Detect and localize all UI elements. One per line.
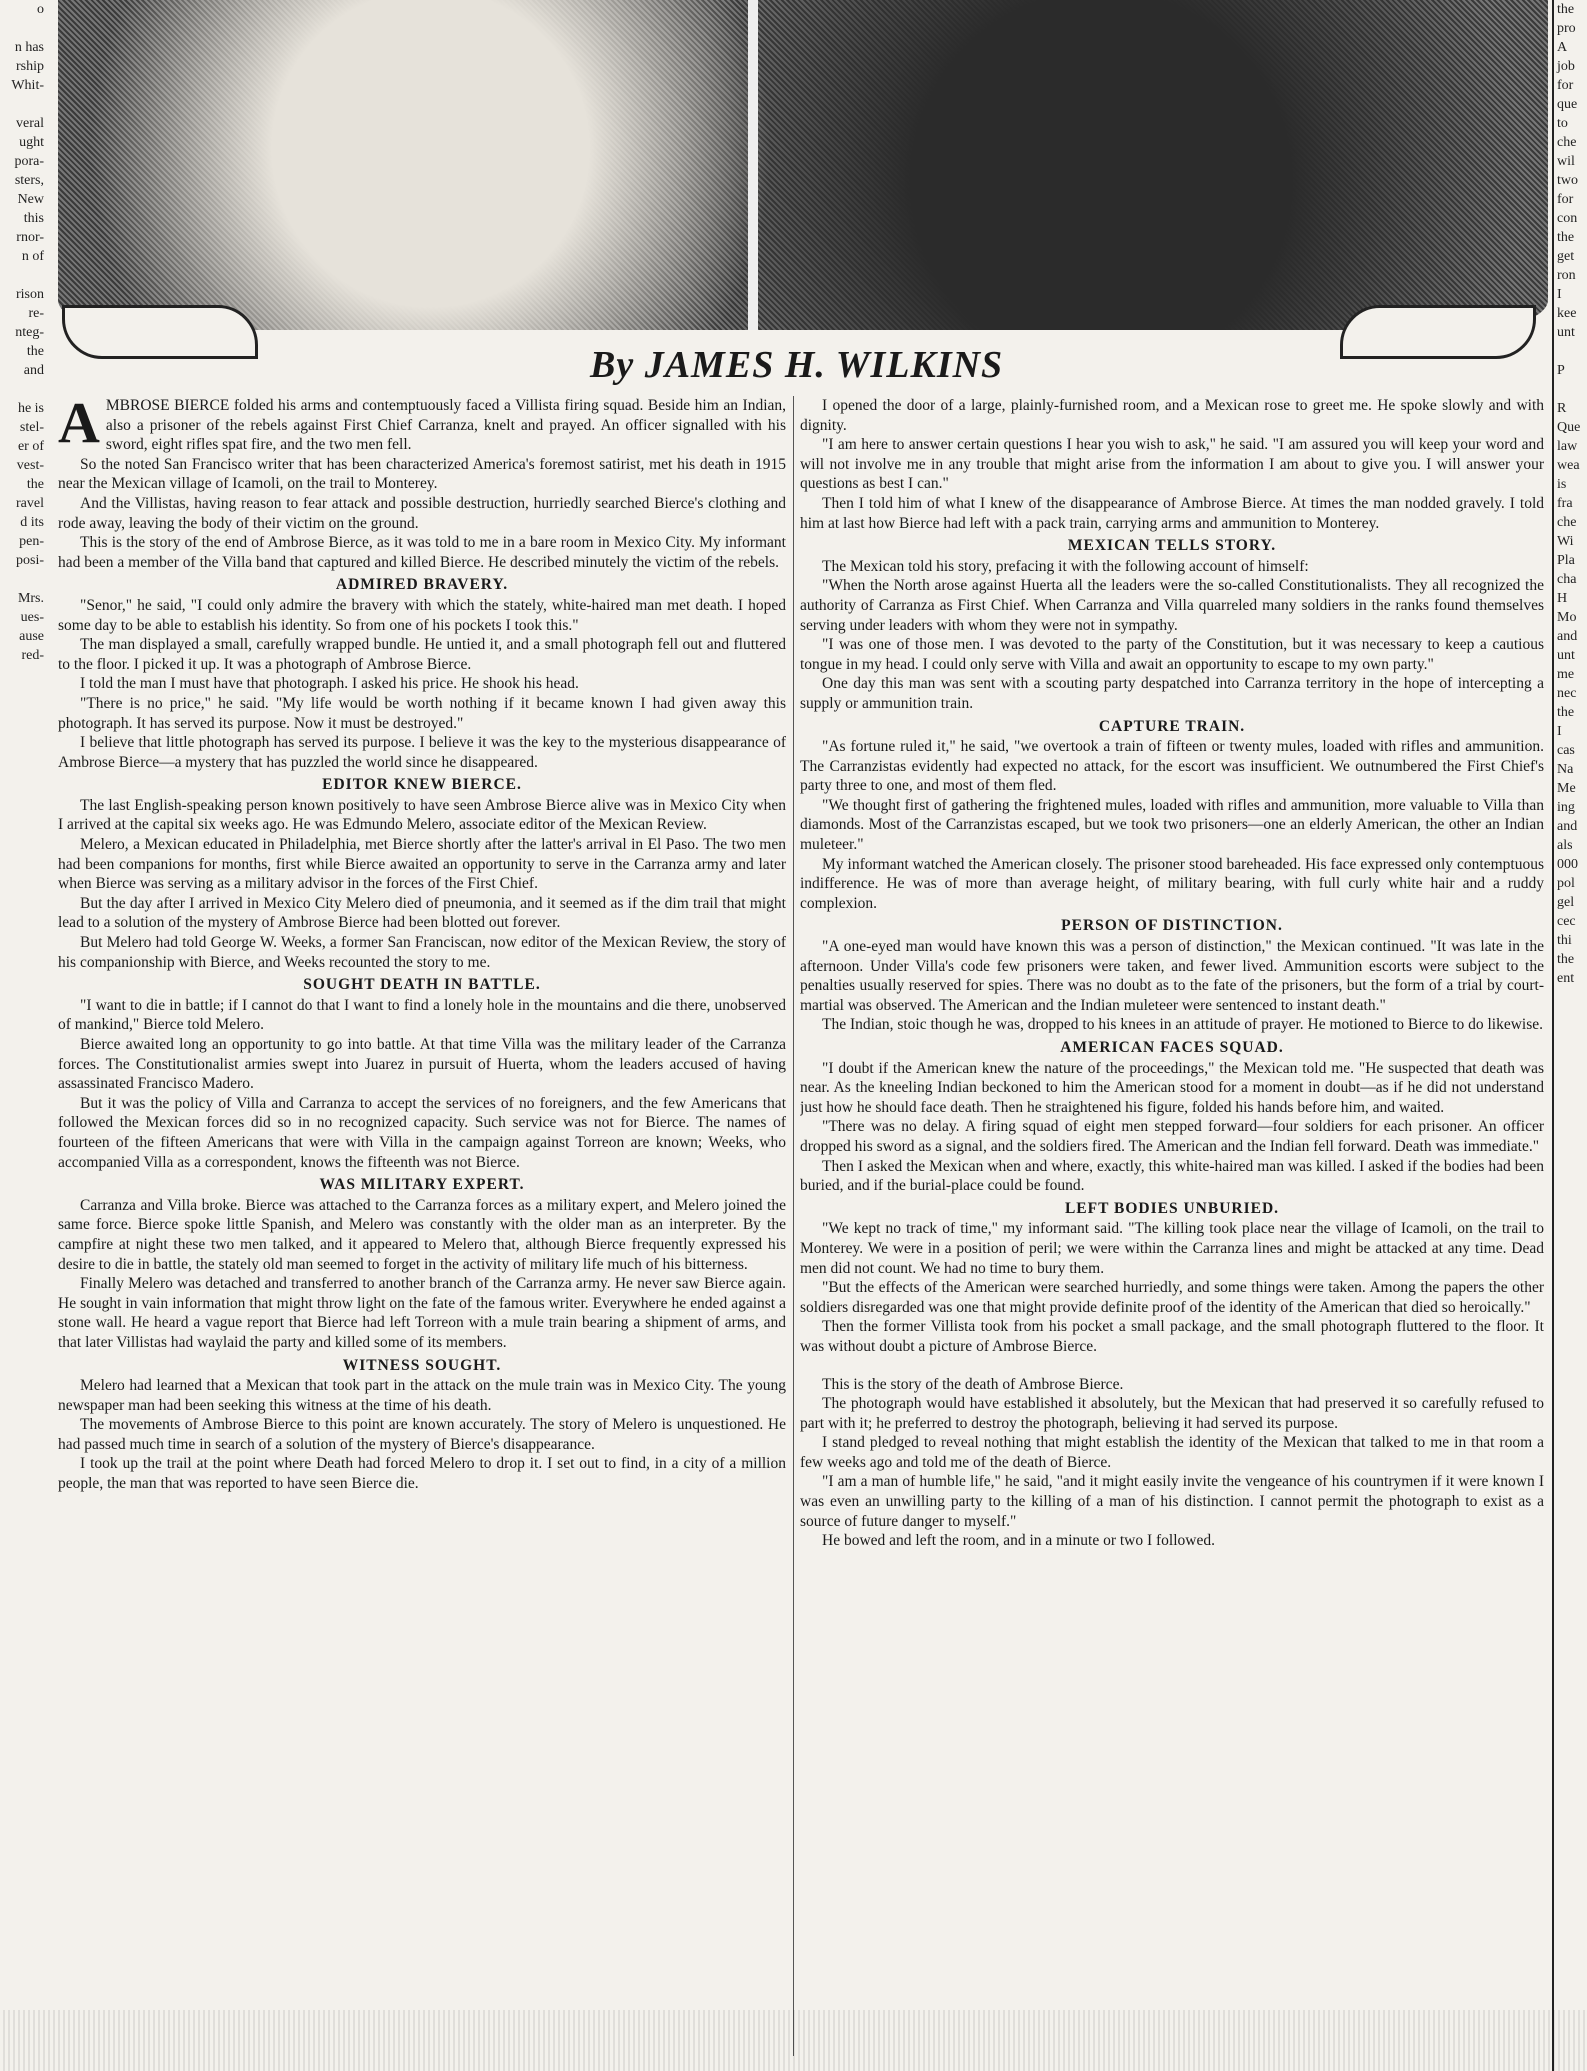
article-paragraph: I opened the door of a large, plainly-furnished room, and a Mexican rose to greet me. He spoke slowly and with dignity. bbox=[800, 397, 1544, 434]
right-edge-fragment: and bbox=[1557, 819, 1578, 834]
right-edge-fragment bbox=[1554, 342, 1587, 361]
section-heading: EDITOR KNEW BIERCE. bbox=[322, 776, 522, 794]
article-paragraph: "Senor," he said, "I could only admire the bravery with which the stately, white-haired man met death. I hoped some day to be able to establish his identity. So from one of his pockets I took this." bbox=[58, 596, 786, 634]
right-edge-fragment: for bbox=[1557, 78, 1574, 93]
right-edge-fragment: unt bbox=[1557, 648, 1575, 663]
right-edge-fragment: cas bbox=[1557, 743, 1575, 758]
left-edge-fragment: Whit- bbox=[11, 78, 44, 93]
article-paragraph: But Melero had told George W. Weeks, a former San Franciscan, now editor of the Mexican Review, the story of his companionship with Bierce, and Weeks recounted the story to me. bbox=[58, 934, 786, 971]
section-heading: ADMIRED BRAVERY. bbox=[335, 576, 509, 594]
right-edge-fragment: job bbox=[1557, 59, 1575, 74]
right-edge-fragment: wil bbox=[1557, 154, 1575, 169]
article-paragraph: "We kept no track of time," my informant said. "The killing took place near the village of Icamoli, on the trail to Monterey. We were in a position of peril; we were within the Carranza lines and might be attacked at any time. Dead men did not count. We had no time to bury them. bbox=[800, 1220, 1544, 1277]
right-edge-fragment: cha bbox=[1557, 572, 1577, 587]
section-heading: SOUGHT DEATH IN BATTLE. bbox=[303, 976, 541, 994]
article-paragraph: I believe that little photograph has served its purpose. I believe it was the key to the mysterious disappearance of Ambrose Bierce—a mystery that has puzzled the world since he disappeared. bbox=[58, 734, 786, 771]
right-edge-fragment: cec bbox=[1557, 914, 1576, 929]
article-column-left bbox=[58, 396, 786, 2066]
left-edge-fragment bbox=[0, 570, 44, 589]
left-edge-fragment bbox=[0, 95, 44, 114]
article-paragraph: Then I told him of what I knew of the disappearance of Ambrose Bierce. At times the man nodded gravely. I told him at last how Bierce had left with a pack train, carrying arms and ammunition to Monterey. bbox=[800, 494, 1544, 532]
right-edge-fragment: I bbox=[1557, 287, 1562, 302]
right-edge-fragment: Wi bbox=[1557, 534, 1574, 549]
right-edge-fragment: wea bbox=[1557, 458, 1580, 473]
left-edge-fragment: rship bbox=[16, 59, 44, 74]
right-edge-fragment: als bbox=[1557, 838, 1573, 853]
left-edge-fragment: re- bbox=[28, 306, 44, 321]
right-edge-fragment: H bbox=[1557, 591, 1568, 606]
left-edge-fragment: vest- bbox=[16, 458, 44, 473]
article-paragraph: Melero, a Mexican educated in Philadelphia, met Bierce shortly after the latter's arrival in El Paso. The two men had been companions for months, first while Bierce awaited an opportunity to serve in the Carranza army and later when Bierce was serving as a military advisor in the forces of the First Chief. bbox=[58, 836, 786, 893]
left-edge-fragment bbox=[0, 380, 44, 399]
left-edge-fragment bbox=[0, 266, 44, 285]
left-edge-fragment: o bbox=[37, 2, 44, 17]
lead-paragraph bbox=[58, 396, 786, 455]
article-paragraph: "I am a man of humble life," he said, "and it might easily invite the vengeance of his countrymen if it were known I was even an unwilling party to the killing of a man of his distinction. I cannot permit the photograph to exist as a source of future danger to myself." bbox=[800, 1473, 1544, 1530]
section-heading: PERSON OF DISTINCTION. bbox=[1061, 917, 1283, 935]
right-edge-fragment: ent bbox=[1557, 971, 1575, 986]
lead-text: MBROSE BIERCE folded his arms and contemptuously faced a Villista firing squad. Beside him an Indian, also a prisoner of the rebels against First Chief Carranza, knelt and prayed. An officer signalled with his sword, eight rifles spat fire, and the two men fell. bbox=[105, 397, 786, 454]
right-edge-fragment: gel bbox=[1557, 895, 1575, 910]
right-edge-fragment: for bbox=[1557, 192, 1574, 207]
ornament-left bbox=[62, 305, 258, 359]
article-paragraph: So the noted San Francisco writer that has been characterized America's foremost satirist, met his death in 1915 near the Mexican village of Icamoli, on the trail to Monterey. bbox=[58, 455, 786, 493]
article-paragraph: "I want to die in battle; if I cannot do that I want to find a lonely hole in the mountains and die there, unobserved of mankind," Bierce told Melero. bbox=[58, 996, 786, 1034]
left-edge-fragment: red- bbox=[21, 648, 44, 663]
left-edge-fragment: New bbox=[17, 192, 44, 207]
left-edge-fragment: rnor- bbox=[16, 230, 44, 245]
section-heading: CAPTURE TRAIN. bbox=[1098, 717, 1246, 735]
right-edge-fragment: A bbox=[1557, 40, 1568, 55]
article-paragraph: But it was the policy of Villa and Carranza to accept the services of no foreigners, and the few Americans that followed the Mexican forces did so in no recognized capacity. Such service was not for Bierce. The names of fourteen of the fifteen Americans that were with Villa in the campaign against Torreon are known; Weeks, who accompanied Villa as a correspondent, knows the fifteenth was not Bierce. bbox=[58, 1094, 786, 1171]
article-paragraph: And the Villistas, having reason to fear attack and possible destruction, hurriedly searched Bierce's clothing and rode away, leaving the body of their victim on the ground. bbox=[58, 494, 786, 532]
section-heading: LEFT BODIES UNBURIED. bbox=[1064, 1199, 1280, 1217]
right-edge-fragment: two bbox=[1557, 173, 1578, 188]
article-paragraph: "We thought first of gathering the frightened mules, loaded with rifles and ammunition, more valuable to Villa than diamonds. Most of the Carranzistas escaped, but we took two prisoners—one an elderly American, the other an Indian muleteer." bbox=[800, 796, 1544, 854]
left-edge-fragment: Mrs. bbox=[17, 591, 44, 606]
left-edge-fragment bbox=[0, 19, 44, 38]
article-paragraph: Bierce awaited long an opportunity to go into battle. At that time Villa was the military leader of the Carranza forces. The Constitutionalist armies swept into Juarez in pursuit of Huerta, whom the leaders accused of having assassinated Francisco Madero. bbox=[58, 1036, 786, 1093]
left-edge-fragment: ravel bbox=[16, 496, 44, 511]
article-paragraph: I stand pledged to reveal nothing that might establish the identity of the Mexican that talked to me in that room a few weeks ago and told me of the death of Bierce. bbox=[800, 1434, 1544, 1471]
right-edge-fragment: I bbox=[1557, 724, 1562, 739]
article-paragraph: But the day after I arrived in Mexico City Melero died of pneumonia, and it seemed as if the dim trail that might lead to a solution of the mystery of Ambrose Bierce had been blotted out forever. bbox=[58, 894, 786, 932]
left-edge-fragment: stel- bbox=[19, 420, 44, 435]
left-edge-fragment: this bbox=[23, 211, 44, 226]
right-edge-fragment: que bbox=[1557, 97, 1578, 112]
print-texture bbox=[0, 2010, 1587, 2071]
article-paragraph: "When the North arose against Huerta all the leaders were the so-called Constitutionalists. They all recognized the authority of Carranza as First Chief. When Carranza and Villa quarreled many soldiers in the ranks found themselves serving under leaders with whom they were not in sympathy. bbox=[800, 577, 1544, 634]
left-column-fragments bbox=[0, 0, 50, 2071]
right-edge-fragment: unt bbox=[1557, 325, 1575, 340]
article-paragraph: He bowed and left the room, and in a minute or two I followed. bbox=[822, 1532, 1215, 1550]
article-paragraph: Then I asked the Mexican when and where, exactly, this white-haired man was killed. I asked if the bodies had been buried, and if the burial-place could be found. bbox=[800, 1157, 1544, 1195]
right-edge-fragment: R bbox=[1557, 401, 1567, 416]
drop-cap: A bbox=[58, 396, 100, 455]
article-paragraph: "As fortune ruled it," he said, "we overtook a train of fifteen or twenty mules, loaded with rifles and ammunition. The Carranzistas evidently had expected no attack, for the escort was insufficient. We outnumbered the First Chief's party three to one, and most of them fled. bbox=[800, 738, 1544, 795]
article-paragraph: I took up the trail at the point where Death had forced Melero to drop it. I set out to find, in a city of a million people, the man that was reported to have seen Bierce die. bbox=[58, 1455, 786, 1493]
left-edge-fragment: the bbox=[26, 344, 44, 359]
right-edge-fragment: law bbox=[1557, 439, 1578, 454]
left-edge-fragment: pen- bbox=[19, 534, 44, 549]
right-edge-fragment: nec bbox=[1557, 686, 1577, 701]
article-paragraph: The photograph would have established it absolutely, but the Mexican that had preserved it so carefully refused to part with it; he preferred to destroy the photograph, believing it had served its purpose. bbox=[800, 1395, 1544, 1432]
right-edge-fragment: is bbox=[1557, 477, 1567, 492]
left-edge-fragment: pora- bbox=[14, 154, 44, 169]
article-paragraph: Then the former Villista took from his pocket a small package, and the small photograph fluttered to the floor. It was without doubt a picture of Ambrose Bierce. bbox=[800, 1318, 1544, 1355]
right-edge-fragment: fra bbox=[1557, 496, 1573, 511]
right-edge-fragment: and bbox=[1557, 629, 1578, 644]
left-edge-fragment: and bbox=[23, 363, 44, 378]
section-heading: MEXICAN TELLS STORY. bbox=[1067, 537, 1277, 555]
article-paragraph: The last English-speaking person known positively to have seen Ambrose Bierce alive was in Mexico City when I arrived at the capital six weeks ago. He was Edmundo Melero, associate editor of the Mexican Review. bbox=[58, 796, 786, 834]
header-photograph bbox=[58, 0, 1548, 330]
article-paragraph: "There was no delay. A firing squad of eight men stepped forward—four soldiers for each prisoner. An officer dropped his sword as a signal, and the soldiers fired. The American and the Indian fell forward. Death was immediate." bbox=[800, 1118, 1544, 1155]
right-edge-fragment: thi bbox=[1557, 933, 1572, 948]
article-paragraph: My informant watched the American closely. The prisoner stood bareheaded. His face expressed only contemptuous indifference. He was of more than average height, of military bearing, with full curly white hair and a ruddy complexion. bbox=[800, 855, 1544, 912]
left-edge-fragment: n of bbox=[21, 249, 44, 264]
article-paragraph: This is the story of the end of Ambrose Bierce, as it was told to me in a bare room in Mexico City. My informant had been a member of the Villa band that captured and killed Bierce. He described minutely the victim of the rebels. bbox=[58, 534, 786, 571]
right-edge-fragment: get bbox=[1557, 249, 1575, 264]
right-edge-fragment: Que bbox=[1557, 420, 1581, 435]
right-edge-fragment: che bbox=[1557, 135, 1577, 150]
right-edge-fragment: 000 bbox=[1557, 857, 1578, 872]
left-edge-fragment: rison bbox=[16, 287, 44, 302]
left-edge-fragment: ause bbox=[19, 629, 44, 644]
right-edge-fragment: P bbox=[1557, 363, 1565, 378]
right-edge-fragment: to bbox=[1557, 116, 1568, 131]
article-paragraph: The movements of Ambrose Bierce to this point are known accurately. The story of Melero is unquestioned. He had passed much time in search of a solution of the mystery of Bierce's disappearance. bbox=[58, 1416, 786, 1453]
right-edge-fragment: the bbox=[1557, 230, 1575, 245]
left-edge-fragment: nteg- bbox=[15, 325, 44, 340]
left-edge-fragment: er of bbox=[17, 439, 44, 454]
right-edge-fragment bbox=[1554, 380, 1587, 399]
right-edge-fragment: the bbox=[1557, 2, 1575, 17]
left-edge-fragment: posi- bbox=[16, 553, 44, 568]
right-edge-fragment: ing bbox=[1557, 800, 1575, 815]
article-paragraph: "But the effects of the American were searched hurriedly, and some things were taken. Among the papers the other soldiers disregarded was one that might provide definite proof of the identity of the American that died so heroically." bbox=[800, 1279, 1544, 1316]
right-edge-fragment: Pla bbox=[1557, 553, 1575, 568]
left-edge-fragment: sters, bbox=[14, 173, 44, 188]
right-edge-fragment: pro bbox=[1557, 21, 1576, 36]
right-edge-fragment: me bbox=[1557, 667, 1575, 682]
right-edge-fragment: pol bbox=[1557, 876, 1575, 891]
right-edge-fragment: Mo bbox=[1557, 610, 1577, 625]
column-rule bbox=[793, 396, 794, 2056]
left-edge-fragment: n has bbox=[14, 40, 44, 55]
left-edge-fragment: d its bbox=[20, 515, 44, 530]
left-edge-fragment: he is bbox=[17, 401, 44, 416]
right-edge-fragment: Na bbox=[1557, 762, 1574, 777]
right-edge-fragment: che bbox=[1557, 515, 1577, 530]
left-edge-fragment: ues- bbox=[20, 610, 44, 625]
article-paragraph: One day this man was sent with a scouting party despatched into Carranza territory in the hope of intercepting a supply or ammunition train. bbox=[800, 675, 1544, 712]
byline: By JAMES H. WILKINS bbox=[590, 344, 1004, 386]
left-edge-fragment: veral bbox=[16, 116, 44, 131]
article-paragraph: The man displayed a small, carefully wrapped bundle. He untied it, and a small photograph fell out and fluttered to the floor. I picked it up. It was a photograph of Ambrose Bierce. bbox=[58, 636, 786, 673]
ornament-right bbox=[1340, 305, 1536, 359]
left-edge-fragment: ught bbox=[19, 135, 44, 150]
article-column-right bbox=[800, 396, 1544, 2066]
article-paragraph: This is the story of the death of Ambrose Bierce. bbox=[822, 1375, 1124, 1393]
section-heading: AMERICAN FACES SQUAD. bbox=[1060, 1039, 1284, 1056]
photo-divider bbox=[748, 0, 758, 330]
article-paragraph: Carranza and Villa broke. Bierce was attached to the Carranza forces as a military expert, and Melero joined the same force. Bierce spoke little Spanish, and Melero was constantly with the older man as an interpreter. By the campfire at night these two men talked, and it appeared to Melero that, although Bierce frequently expressed his desire to die in battle, the stately old man seemed to forget in the activity of military life much of his bitterness. bbox=[58, 1196, 786, 1273]
right-edge-fragment: the bbox=[1557, 705, 1575, 720]
article-paragraph: "I was one of those men. I was devoted to the party of the Constitution, but it was necessary to keep a cautious tongue in my head. I could only serve with Villa and await an opportunity to escape to my own party." bbox=[800, 636, 1544, 673]
article-paragraph: Finally Melero was detached and transferred to another branch of the Carranza army. He never saw Bierce again. He sought in vain information that might throw light on the fate of the famous writer. Everywhere he ended against a stone wall. He heard a vague report that Bierce had left Torreon with a mule train bearing a shipment of arms, and that later Villistas had waylaid the party and killed some of its members. bbox=[58, 1275, 786, 1351]
right-column-fragments bbox=[1552, 0, 1587, 2071]
section-heading: WITNESS SOUGHT. bbox=[342, 1356, 502, 1374]
left-edge-fragment: the bbox=[26, 477, 44, 492]
article-paragraph: I told the man I must have that photograph. I asked his price. He shook his head. bbox=[80, 675, 579, 693]
right-edge-fragment: ron bbox=[1557, 268, 1576, 283]
article-paragraph: "A one-eyed man would have known this was a person of distinction," the Mexican continued. "It was late in the afternoon. Under Villa's code few prisoners were taken, and fewer lived. Ammunition escorts were subject to the penalties usually reserved for spies. There was no doubt as to the fate of the prisoners, but the form of a trial by court-martial was observed. The American and the Indian muleteer were sentenced to instant death." bbox=[800, 938, 1544, 1014]
section-gap bbox=[800, 1357, 1544, 1375]
right-edge-fragment: con bbox=[1557, 211, 1578, 226]
article-paragraph: "There is no price," he said. "My life would be worth nothing if it became known I had given away this photograph. It has served its purpose. Now it must be destroyed." bbox=[58, 694, 786, 732]
right-edge-fragment: kee bbox=[1557, 306, 1577, 321]
article-paragraph: Melero had learned that a Mexican that took part in the attack on the mule train was in Mexico City. The young newspaper man had been seeking this witness at the time of his death. bbox=[58, 1377, 786, 1414]
right-edge-fragment: the bbox=[1557, 952, 1575, 967]
article-paragraph: The Mexican told his story, prefacing it with the following account of himself: bbox=[822, 557, 1309, 575]
right-edge-fragment: Me bbox=[1557, 781, 1576, 796]
article-paragraph: "I am here to answer certain questions I hear you wish to ask," he said. "I am assured you will keep your word and will not involve me in any trouble that might arise from the information I am about to give you. I will answer your questions as best I can." bbox=[800, 436, 1544, 493]
article-paragraph: "I doubt if the American knew the nature of the proceedings," the Mexican told me. "He suspected that death was near. As the kneeling Indian beckoned to him the American stood for a moment in doubt—as if he did not understand just how he should face death. Then he straightened his figure, folded his hands before him, and waited. bbox=[800, 1059, 1544, 1116]
article-paragraph: The Indian, stoic though he was, dropped to his knees in an attitude of prayer. He motioned to Bierce to do likewise. bbox=[822, 1016, 1544, 1034]
section-heading: WAS MILITARY EXPERT. bbox=[319, 1176, 525, 1194]
